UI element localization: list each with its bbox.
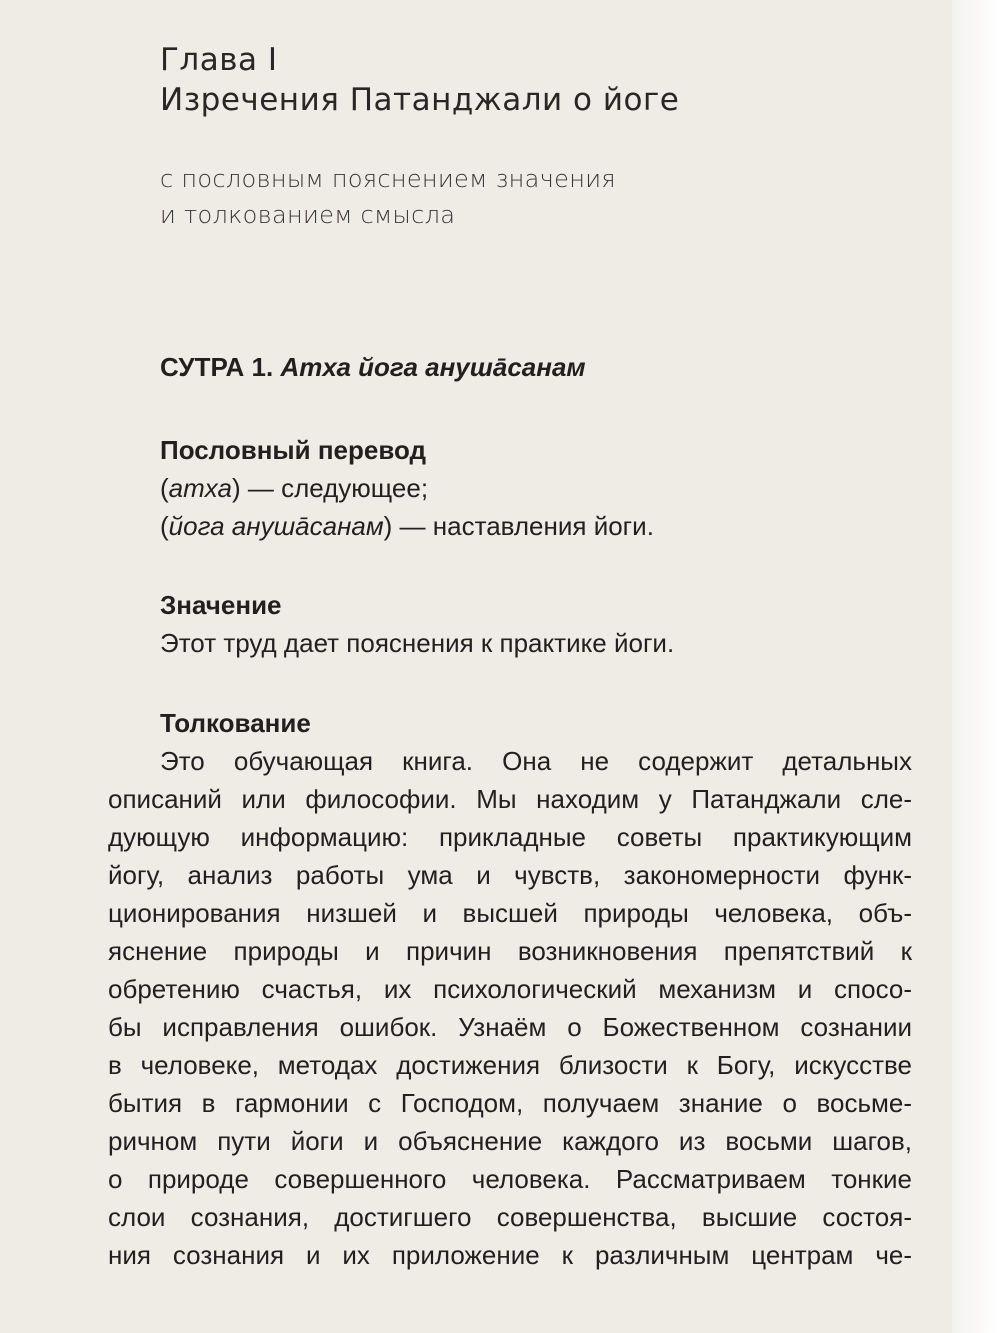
paragraph-line: бы исправления ошибок. Узнаём о Божественном сознании — [108, 1012, 912, 1042]
sutra-heading — [160, 352, 586, 383]
word-translation-line: (атха) — следующее; — [160, 473, 429, 503]
paragraph-line: обретению счастья, их психологический механизм и спосо- — [108, 974, 912, 1004]
meaning-section — [160, 586, 674, 662]
paragraph-line: ционирования низшей и высшей природы человека, объ- — [108, 898, 912, 928]
paragraph-line: ричном пути йоги и объяснение каждого из восьми шагов, — [108, 1126, 912, 1156]
chapter-number: Глава I — [160, 42, 278, 78]
sanskrit-term: йога анушāсанам — [168, 511, 384, 541]
paragraph-line: яснение природы и причин возникновения препятствий к — [108, 936, 912, 966]
word-translation-line: (йога анушāсанам) — наставления йоги. — [160, 511, 654, 541]
paragraph-line: дующую информацию: прикладные советы практикующим — [108, 822, 912, 852]
paragraph-line: о природе совершенного человека. Рассматриваем тонкие — [108, 1164, 912, 1194]
sanskrit-term: атха — [168, 473, 232, 503]
meaning-heading: Значение — [160, 590, 282, 620]
paragraph-line: Это обучающая книга. Она не содержит детальных — [160, 746, 912, 776]
word-translation-section — [160, 431, 654, 545]
page-edge — [952, 0, 1000, 1333]
paragraph-line: слои сознания, достигшего совершенства, высшие состоя- — [108, 1202, 912, 1232]
sutra-title: Атха йога анушāсанам — [280, 352, 586, 382]
paragraph-line: бытия в гармонии с Господом, получаем знание о восьме- — [108, 1088, 912, 1118]
chapter-subtitle — [160, 161, 616, 233]
paragraph-line: в человеке, методах достижения близости к Богу, искусстве — [108, 1050, 912, 1080]
interpretation-section — [108, 704, 912, 1274]
interpretation-heading: Толкование — [160, 708, 311, 738]
sutra-label: СУТРА 1. — [160, 352, 274, 382]
meaning-text: Этот труд дает пояснения к практике йоги. — [160, 628, 675, 658]
word-translation-heading: Пословный перевод — [160, 435, 427, 465]
chapter-heading — [160, 40, 679, 120]
subtitle-line-1: с пословным пояснением значения — [160, 165, 616, 193]
paragraph-line: описаний или философии. Мы находим у Патанджали сле- — [108, 784, 912, 814]
chapter-title: Изречения Патанджали о йоге — [160, 82, 680, 118]
paragraph-line: йогу, анализ работы ума и чувств, закономерности функ- — [108, 860, 912, 890]
paragraph-line: ния сознания и их приложение к различным центрам че- — [108, 1240, 912, 1270]
subtitle-line-2: и толкованием смысла — [160, 201, 456, 229]
